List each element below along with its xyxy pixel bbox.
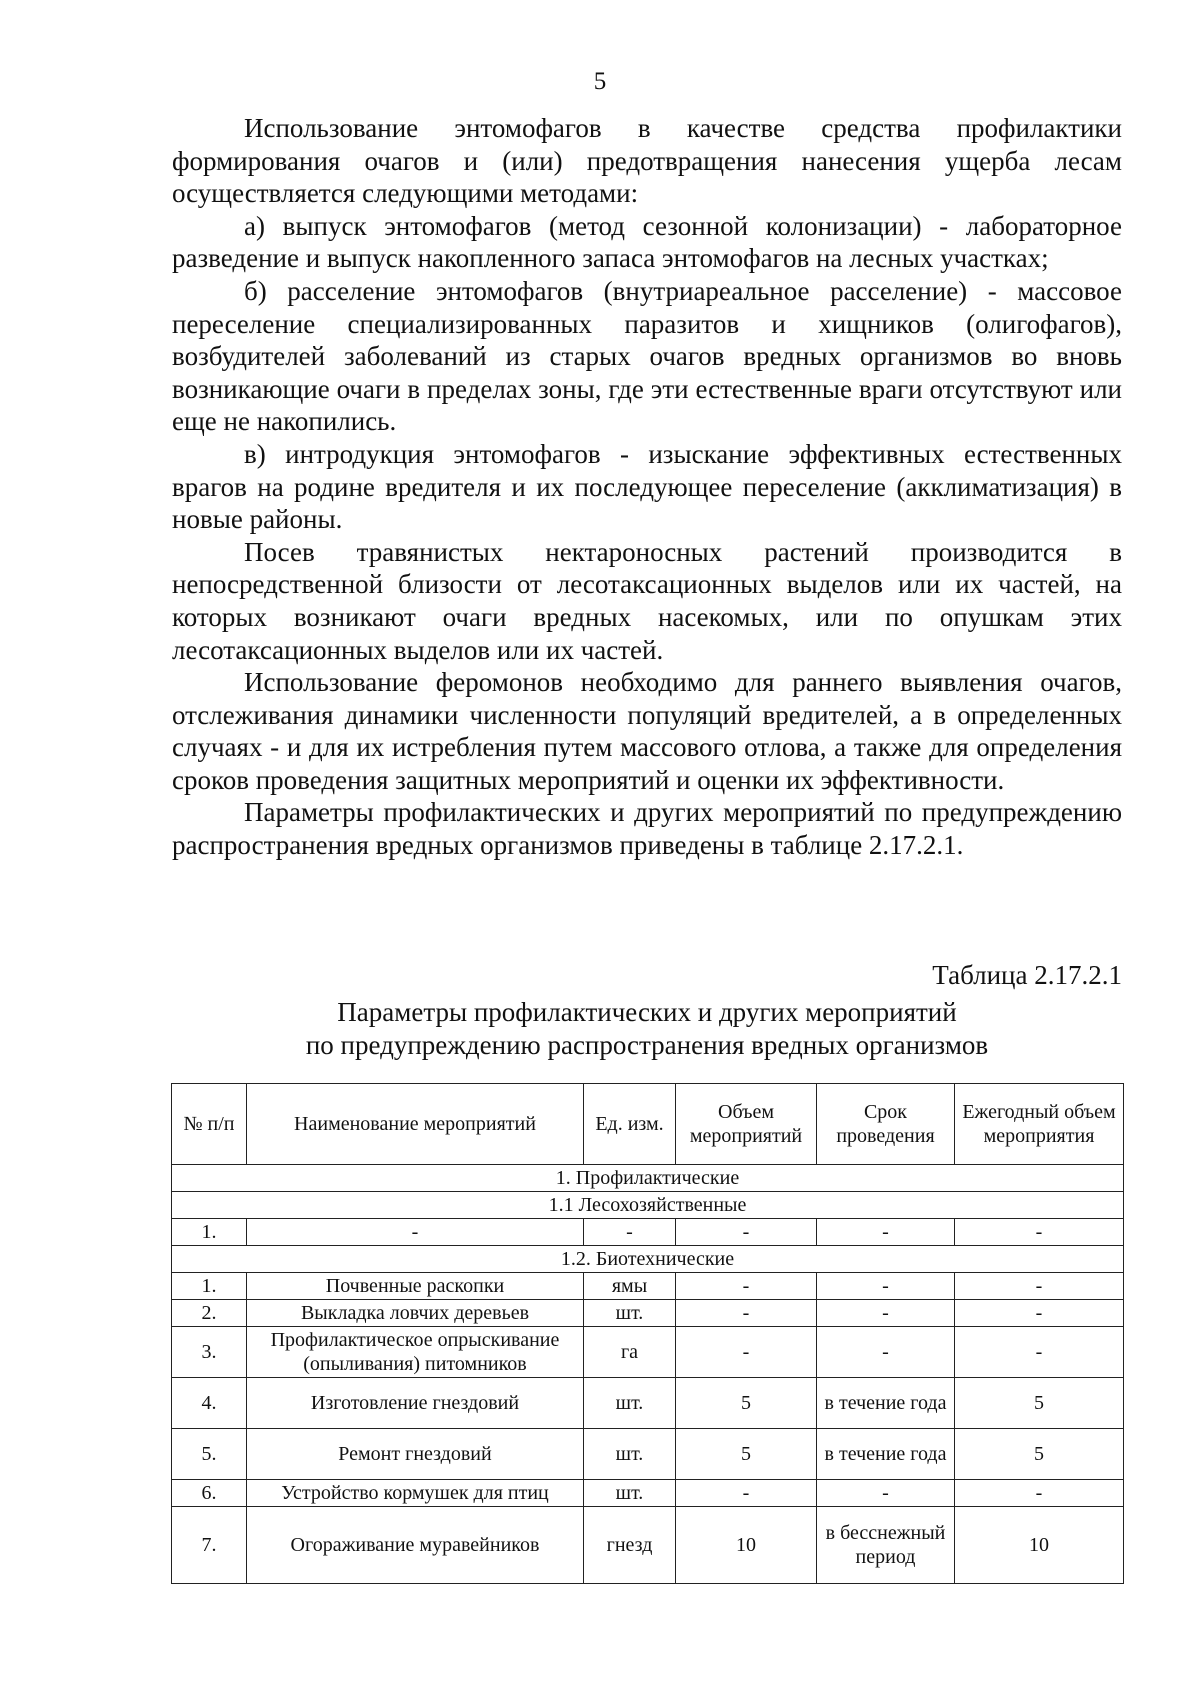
cell-term: -	[817, 1327, 955, 1378]
cell-volume: 10	[676, 1507, 817, 1584]
cell-annual: -	[955, 1273, 1124, 1300]
table-row	[172, 1219, 1124, 1246]
cell-name: Выкладка ловчих деревьев	[247, 1300, 584, 1327]
cell-annual: -	[955, 1480, 1124, 1507]
cell-unit: шт.	[584, 1480, 676, 1507]
header-annual: Ежегодный объем мероприятия	[955, 1084, 1124, 1165]
subsection-title: 1.1 Лесохозяйственные	[172, 1192, 1124, 1219]
section-row	[172, 1165, 1124, 1192]
cell-unit: гнезд	[584, 1507, 676, 1584]
measures-table	[171, 1083, 1124, 1584]
paragraph: в) интродукция энтомофагов - изыскание эффективных естественных врагов на родине вредителя и их последующее переселение (акклиматизация) в новые районы.	[172, 438, 1122, 535]
cell-unit: шт.	[584, 1300, 676, 1327]
table-title-line: Параметры профилактических и других мероприятий	[337, 997, 957, 1027]
paragraph: Использование феромонов необходимо для раннего выявления очагов, отслеживания динамики численности популяций вредителей, а в определенных случаях - и для их истребления путем массового отлова, а также для определения сроков проведения защитных мероприятий и оценки их эффективности.	[172, 667, 1122, 795]
cell-name: Устройство кормушек для птиц	[247, 1480, 584, 1507]
table-row	[172, 1327, 1124, 1378]
cell-annual: 5	[955, 1378, 1124, 1429]
cell-volume: -	[676, 1300, 817, 1327]
header-name: Наименование мероприятий	[247, 1084, 584, 1165]
cell-name: Огораживание муравейников	[247, 1507, 584, 1584]
paragraph: б) расселение энтомофагов (внутриареальное расселение) - массовое переселение специализированных паразитов и хищников (олигофагов), возбудителей заболеваний из старых очагов вредных организмов во вновь возникающие очаги в пределах зоны, где эти естественные враги отсутствуют или еще не накопились.	[172, 275, 1122, 437]
cell-name: Профилактическое опрыскивание (опыливания) питомников	[247, 1327, 584, 1378]
cell-number: 1.	[172, 1273, 247, 1300]
cell-number: 5.	[172, 1429, 247, 1480]
cell-annual: 5	[955, 1429, 1124, 1480]
cell-annual: 10	[955, 1507, 1124, 1584]
cell-number: 3.	[172, 1327, 247, 1378]
cell-volume: 5	[676, 1429, 817, 1480]
cell-volume: -	[676, 1327, 817, 1378]
body-text	[172, 112, 1122, 862]
table-row	[172, 1429, 1124, 1480]
cell-number: 6.	[172, 1480, 247, 1507]
cell-unit: га	[584, 1327, 676, 1378]
cell-unit: ямы	[584, 1273, 676, 1300]
paragraph: Посев травянистых нектароносных растений производится в непосредственной близости от лесотаксационных выделов или их частей, на которых возникают очаги вредных насекомых, или по опушкам этих лесотаксационных выделов или их частей.	[172, 536, 1122, 665]
header-volume: Объем мероприятий	[676, 1084, 817, 1165]
cell-volume: 5	[676, 1378, 817, 1429]
cell-number: 4.	[172, 1378, 247, 1429]
cell-name: Ремонт гнездовий	[247, 1429, 584, 1480]
paragraph: Использование энтомофагов в качестве средства профилактики формирования очагов и (или) предотвращения нанесения ущерба лесам осуществляется следующими методами:	[172, 113, 1122, 209]
header-number: № п/п	[172, 1084, 247, 1165]
cell-number: 7.	[172, 1507, 247, 1584]
header-term: Срок проведения	[817, 1084, 955, 1165]
cell-unit: шт.	[584, 1429, 676, 1480]
cell-number: 2.	[172, 1300, 247, 1327]
cell-unit: шт.	[584, 1378, 676, 1429]
cell-term: -	[817, 1480, 955, 1507]
cell-term: в течение года	[817, 1429, 955, 1480]
cell-unit: -	[584, 1219, 676, 1246]
subsection-title: 1.2. Биотехнические	[172, 1246, 1124, 1273]
header-unit: Ед. изм.	[584, 1084, 676, 1165]
table-row	[172, 1378, 1124, 1429]
cell-name: Почвенные раскопки	[247, 1273, 584, 1300]
table-label: Таблица 2.17.2.1	[932, 960, 1122, 990]
cell-term: -	[817, 1273, 955, 1300]
cell-number: 1.	[172, 1219, 247, 1246]
table-row	[172, 1507, 1124, 1584]
cell-annual: -	[955, 1327, 1124, 1378]
cell-term: -	[817, 1300, 955, 1327]
section-title: 1. Профилактические	[172, 1165, 1124, 1192]
paragraph: а) выпуск энтомофагов (метод сезонной колонизации) - лабораторное разведение и выпуск накопленного запаса энтомофагов на лесных участках;	[172, 210, 1122, 274]
cell-volume: -	[676, 1219, 817, 1246]
cell-term: -	[817, 1219, 955, 1246]
table-row	[172, 1480, 1124, 1507]
cell-volume: -	[676, 1273, 817, 1300]
table-title-line: по предупреждению распространения вредных организмов	[305, 1030, 989, 1060]
cell-term: в бесснежный период	[817, 1507, 955, 1584]
paragraph: Параметры профилактических и других мероприятий по предупреждению распространения вредных организмов приведены в таблице 2.17.2.1.	[172, 797, 1122, 861]
cell-term: в течение года	[817, 1378, 955, 1429]
table-header-row	[172, 1084, 1124, 1165]
subsection-row	[172, 1192, 1124, 1219]
page-number: 5	[593, 68, 607, 95]
subsection-row	[172, 1246, 1124, 1273]
cell-annual: -	[955, 1219, 1124, 1246]
cell-annual: -	[955, 1300, 1124, 1327]
cell-name: -	[247, 1219, 584, 1246]
table-row	[172, 1273, 1124, 1300]
cell-name: Изготовление гнездовий	[247, 1378, 584, 1429]
table-title	[172, 996, 1122, 1062]
cell-volume: -	[676, 1480, 817, 1507]
table-row	[172, 1300, 1124, 1327]
